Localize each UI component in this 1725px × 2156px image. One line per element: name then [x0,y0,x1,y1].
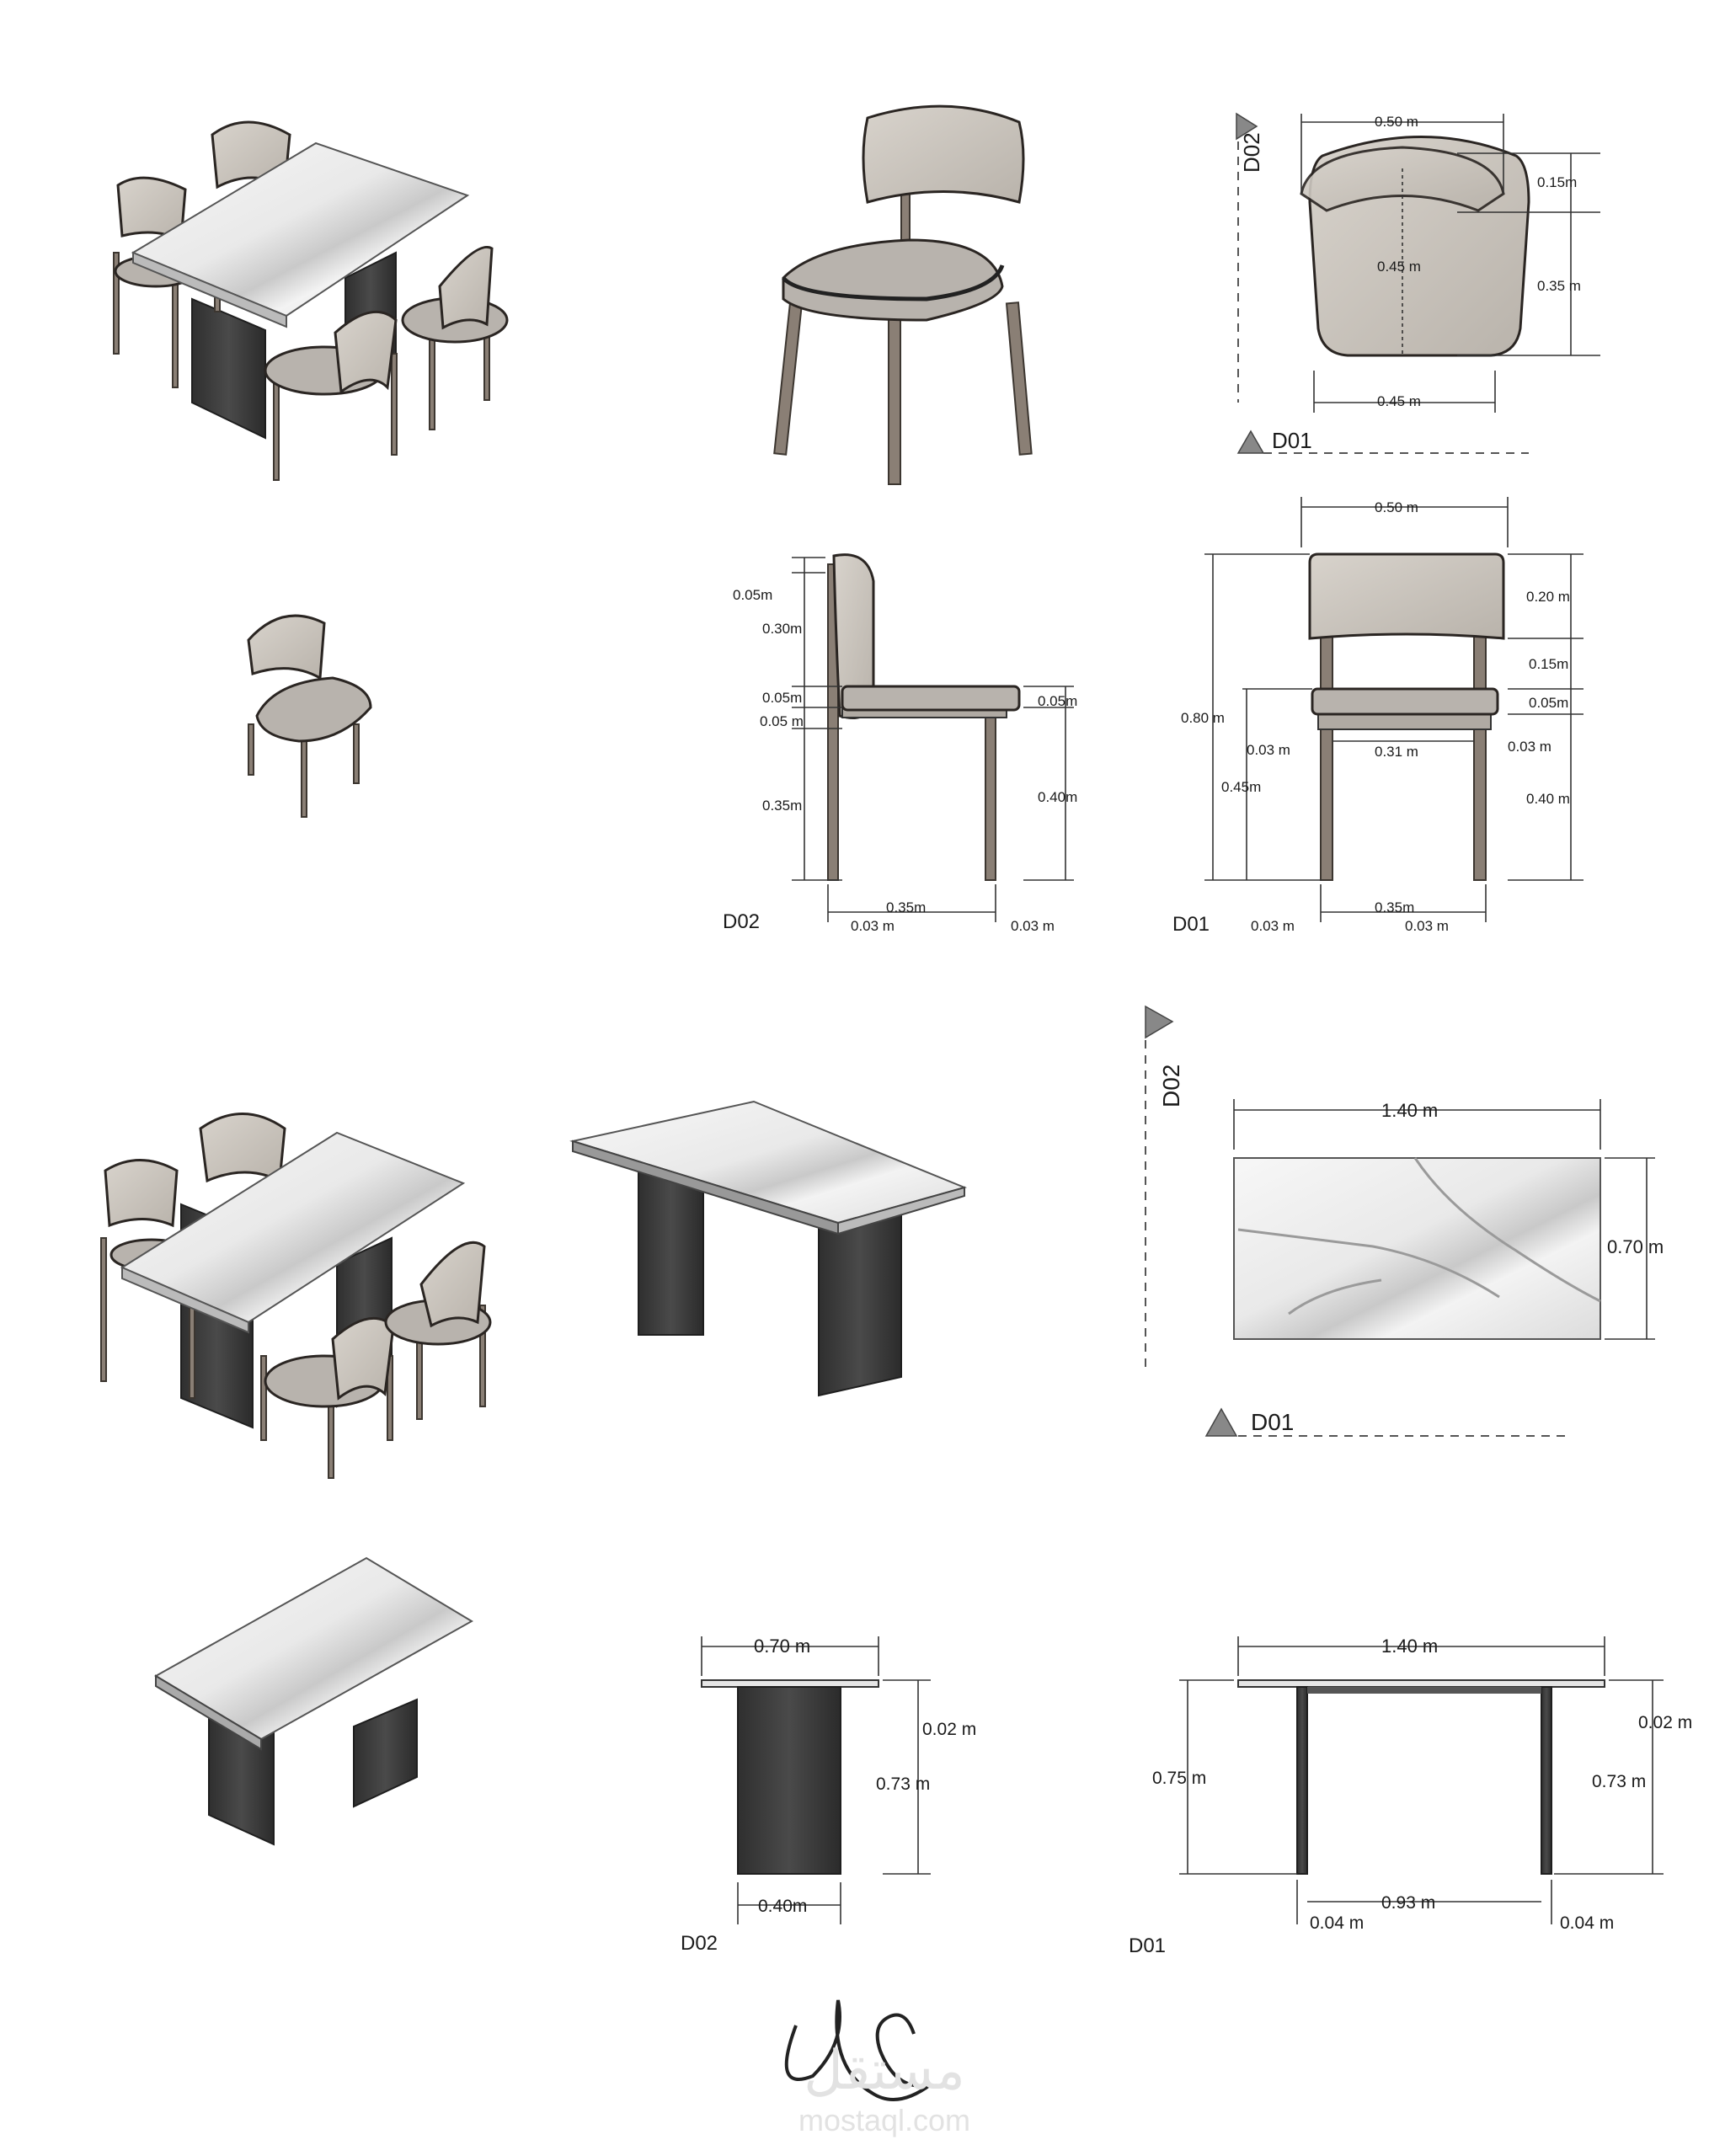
table-front-view-label: D01 [1129,1935,1167,1957]
table-front-view [1129,1636,1692,1957]
side-seat-frame-b: 0.05 m [760,713,804,729]
front-inner-width: 0.31 m [1375,744,1418,760]
front-leg-left: 0.03 m [1251,918,1295,934]
side-seat-cushion: 0.05m [1038,693,1078,709]
table-front-total-height: 0.75 m [1152,1769,1207,1788]
table-plan-marker-d01: D01 [1251,1409,1295,1435]
iso-chair [403,247,507,430]
table-plan-marker-d02: D02 [1158,1064,1184,1107]
side-back-top: 0.05m [733,587,773,603]
plan-width-top: 0.50 m [1375,114,1418,130]
table-front-leg-height: 0.73 m [1592,1772,1647,1791]
side-leg-left: 0.03 m [851,918,895,934]
table-front-top-thickness: 0.02 m [1638,1713,1693,1732]
watermark-url: mostaql.com [798,2103,971,2137]
front-back-gap: 0.15m [1529,656,1569,672]
side-leg-height: 0.35m [762,798,803,814]
front-side-right: 0.03 m [1508,739,1551,755]
plan-seat-depth: 0.35 m [1537,278,1581,294]
watermark [787,2000,970,2137]
isometric-dining-set-1 [114,122,507,480]
chair-front-view [1172,497,1583,936]
table-plan-view [1146,1006,1664,1436]
table-front-leg-right: 0.04 m [1560,1913,1615,1933]
front-view-label: D01 [1172,913,1210,936]
chair-side-view [723,555,1077,934]
side-leg-right: 0.03 m [1011,918,1055,934]
front-seat-total: 0.45m [1221,779,1262,795]
chair-plan-view [1236,114,1600,453]
perspective-chair [774,106,1031,484]
plan-back-depth: 0.15m [1537,174,1578,190]
watermark-brand: مستقل [804,2040,965,2100]
plan-marker-d01: D01 [1272,428,1312,453]
table-front-leg-left: 0.04 m [1310,1913,1365,1933]
side-seat-height: 0.40m [1038,789,1078,805]
front-seat-height: 0.40 m [1526,791,1570,807]
table-side-base-width: 0.40m [758,1897,808,1916]
table-plan-width: 0.70 m [1607,1236,1664,1257]
table-side-view [681,1636,976,1955]
front-width: 0.50 m [1375,499,1418,515]
plan-marker-d02: D02 [1239,132,1264,173]
front-side-left: 0.03 m [1247,742,1290,758]
iso-chair [200,1114,285,1182]
side-seat-frame: 0.05m [762,690,803,706]
plan-width-bottom: 0.45 m [1377,393,1421,409]
iso-chair [265,312,397,480]
front-back-height: 0.20 m [1526,589,1570,605]
plan-inner: 0.45 m [1377,259,1421,275]
isometric-chair-small [248,616,371,817]
isometric-table [156,1558,472,1844]
iso-chair [386,1242,490,1419]
side-back-height: 0.30m [762,621,803,637]
front-total-height: 0.80 m [1181,710,1225,726]
isometric-dining-set-2 [101,1114,490,1479]
table-side-width: 0.70 m [754,1636,811,1657]
table-plan-length: 1.40 m [1381,1100,1439,1121]
section-marker-d02-icon [1146,1006,1172,1038]
front-cushion: 0.05m [1529,695,1569,711]
table-front-length: 1.40 m [1381,1636,1439,1657]
table-side-view-label: D02 [681,1932,718,1955]
iso-chair [261,1318,393,1478]
front-leg-right: 0.03 m [1405,918,1449,934]
table-side-leg-height: 0.73 m [876,1774,931,1794]
front-leg-span: 0.35m [1375,899,1415,915]
perspective-table [573,1102,964,1396]
side-view-label: D02 [723,910,761,933]
table-side-top-thickness: 0.02 m [922,1720,977,1739]
section-marker-d01-icon [1238,431,1263,453]
table-front-leg-span: 0.93 m [1381,1893,1436,1913]
section-marker-d01-icon [1206,1409,1236,1436]
side-leg-span: 0.35m [886,899,927,915]
